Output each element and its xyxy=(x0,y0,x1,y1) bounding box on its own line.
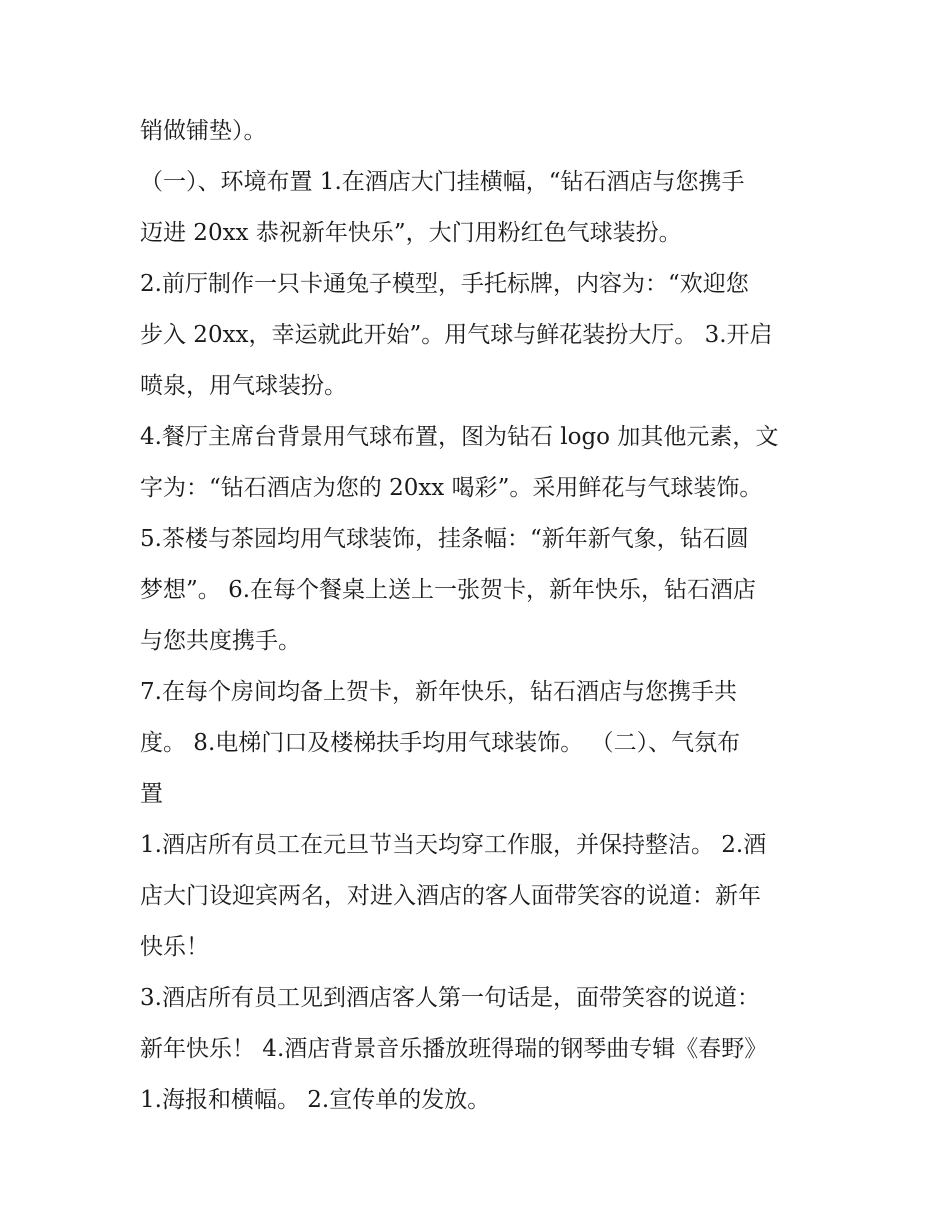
text-line: 与您共度携手。 xyxy=(140,628,301,654)
text-line: 梦想”。 6.在每个餐桌上送上一张贺卡，新年快乐，钻石酒店 xyxy=(140,577,757,603)
text-line: 1.酒店所有员工在元旦节当天均穿工作服，并保持整洁。 2.酒 xyxy=(140,832,767,858)
text-line: 1.海报和横幅。 2.宣传单的发放。 xyxy=(140,1087,491,1113)
text-line: 店大门设迎宾两名，对进入酒店的客人面带笑容的说道：新年 xyxy=(140,883,761,909)
document-body xyxy=(140,106,820,1126)
text-line: 字为：“钻石酒店为您的 20xx 喝彩”。采用鲜花与气球装饰。 xyxy=(140,475,763,501)
text-line: 3.酒店所有员工见到酒店客人第一句话是，面带笑容的说道： xyxy=(140,985,760,1011)
text-line: 喷泉，用气球装扮。 xyxy=(140,373,347,399)
text-line: 新年快乐！ 4.酒店背景音乐播放班得瑞的钢琴曲专辑《春野》 xyxy=(140,1036,768,1062)
text-line: 快乐！ xyxy=(140,934,209,960)
text-line: 7.在每个房间均备上贺卡，新年快乐，钻石酒店与您携手共 xyxy=(140,679,737,705)
text-line: 迈进 20xx 恭祝新年快乐”，大门用粉红色气球装扮。 xyxy=(140,220,682,246)
text-line: 销做铺垫）。 xyxy=(140,118,267,144)
text-line: （一）、环境布置 1.在酒店大门挂横幅，“钻石酒店与您携手 xyxy=(140,169,745,195)
text-line: 5.茶楼与茶园均用气球装饰，挂条幅：“新年新气象，钻石圆 xyxy=(140,526,749,552)
text-line: 置 xyxy=(140,781,163,807)
text-line: 4.餐厅主席台背景用气球布置，图为钻石 logo 加其他元素，文 xyxy=(140,424,779,450)
text-line: 度。 8.电梯门口及楼梯扶手均用气球装饰。 （二）、气氛布 xyxy=(140,730,741,756)
text-line: 步入 20xx，幸运就此开始”。用气球与鲜花装扮大厅。 3.开启 xyxy=(140,322,773,348)
text-line: 2.前厅制作一只卡通兔子模型，手托标牌，内容为：“欢迎您 xyxy=(140,271,749,297)
